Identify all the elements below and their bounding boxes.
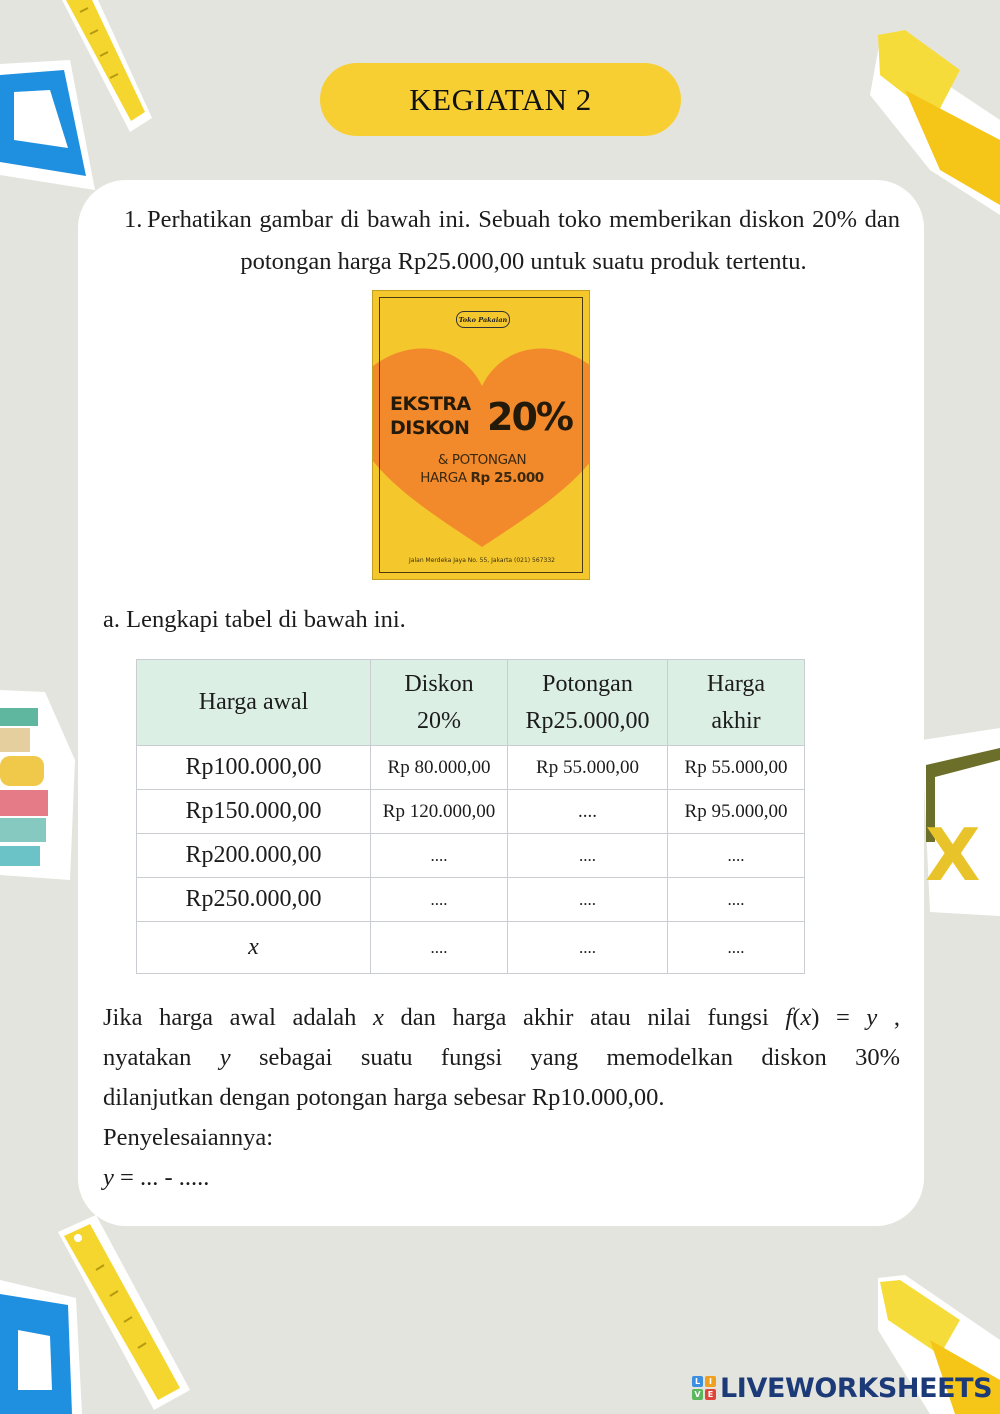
- cell-input[interactable]: ....: [508, 922, 668, 974]
- cell-input[interactable]: ....: [508, 790, 668, 834]
- poster-price: Rp 25.000: [470, 470, 544, 486]
- cell-harga-awal: x: [137, 922, 371, 974]
- liveworksheets-logo: [692, 1370, 992, 1406]
- cell-input[interactable]: ....: [668, 878, 805, 922]
- logo-grid-icon: L I V E: [692, 1376, 716, 1400]
- set-square-icon: [0, 60, 95, 190]
- cell-input[interactable]: ....: [371, 922, 508, 974]
- header-diskon: Diskon 20%: [371, 660, 508, 746]
- cell-input[interactable]: ....: [668, 922, 805, 974]
- cell-harga-awal: Rp100.000,00: [137, 746, 371, 790]
- activity-title: KEGIATAN 2: [320, 63, 681, 136]
- function-question: [103, 998, 900, 1198]
- cell-input[interactable]: ....: [508, 834, 668, 878]
- cell-harga-awal: Rp150.000,00: [137, 790, 371, 834]
- cell-input[interactable]: Rp 55.000,00: [508, 746, 668, 790]
- table-row: [137, 834, 805, 878]
- question-text: Perhatikan gambar di bawah ini. Sebuah toko memberikan diskon 20% dan potongan harga Rp25.000,00 untuk suatu produk tertentu.: [147, 206, 900, 275]
- cell-harga-awal: Rp250.000,00: [137, 878, 371, 922]
- table-row: [137, 922, 805, 974]
- price-table: [136, 659, 805, 974]
- table-row: [137, 746, 805, 790]
- cell-input[interactable]: ....: [371, 878, 508, 922]
- poster-line1: EKSTRA: [390, 393, 471, 415]
- solution-label: Penyelesaiannya:: [103, 1124, 274, 1151]
- cell-input[interactable]: ....: [371, 834, 508, 878]
- shop-name: Toko Pakaian: [456, 311, 510, 328]
- para-line-1: Jika harga awal adalah x dan harga akhir atau nilai fungsi f(x) = y ,: [103, 1004, 901, 1031]
- cell-input[interactable]: Rp 120.000,00: [371, 790, 508, 834]
- para-line-3: dilanjutkan dengan potongan harga sebesar Rp10.000,00.: [103, 1084, 665, 1111]
- set-square-icon: [0, 1280, 82, 1414]
- discount-poster: [372, 290, 590, 580]
- table-row: [137, 878, 805, 922]
- header-potongan: Potongan Rp25.000,00: [508, 660, 668, 746]
- table-row: [137, 790, 805, 834]
- poster-sub1: & POTONGAN: [437, 452, 527, 468]
- poster-headline: [390, 392, 471, 440]
- part-a-instruction: a. Lengkapi tabel di bawah ini.: [103, 606, 406, 633]
- header-harga-awal: Harga awal: [137, 660, 371, 746]
- cell-input[interactable]: Rp 80.000,00: [371, 746, 508, 790]
- books-icon: [0, 690, 75, 880]
- cell-input[interactable]: Rp 95.000,00: [668, 790, 805, 834]
- poster-percent: 20%: [487, 395, 572, 439]
- cell-harga-awal: Rp200.000,00: [137, 834, 371, 878]
- cell-input[interactable]: ....: [668, 834, 805, 878]
- x-variable-icon: [922, 728, 1000, 916]
- cell-input[interactable]: ....: [508, 878, 668, 922]
- para-line-2: nyatakan y sebagai suatu fungsi yang memodelkan diskon 30%: [103, 1044, 900, 1071]
- answer-line[interactable]: y = ... - .....: [103, 1164, 210, 1191]
- poster-sub2: HARGA Rp 25.000: [420, 470, 544, 486]
- poster-line2: DISKON: [390, 417, 470, 439]
- header-harga-akhir: Harga akhir: [668, 660, 805, 746]
- cell-input[interactable]: Rp 55.000,00: [668, 746, 805, 790]
- poster-subtext: [373, 451, 590, 487]
- svg-text:X: X: [925, 813, 981, 897]
- question-1: [124, 199, 900, 283]
- table-header-row: [137, 660, 805, 746]
- brand-name: LIVEWORKSHEETS: [720, 1372, 993, 1404]
- shop-address: Jalan Merdeka Jaya No. 55, Jakarta (021) 567332: [409, 557, 555, 564]
- question-number: 1.: [124, 206, 143, 233]
